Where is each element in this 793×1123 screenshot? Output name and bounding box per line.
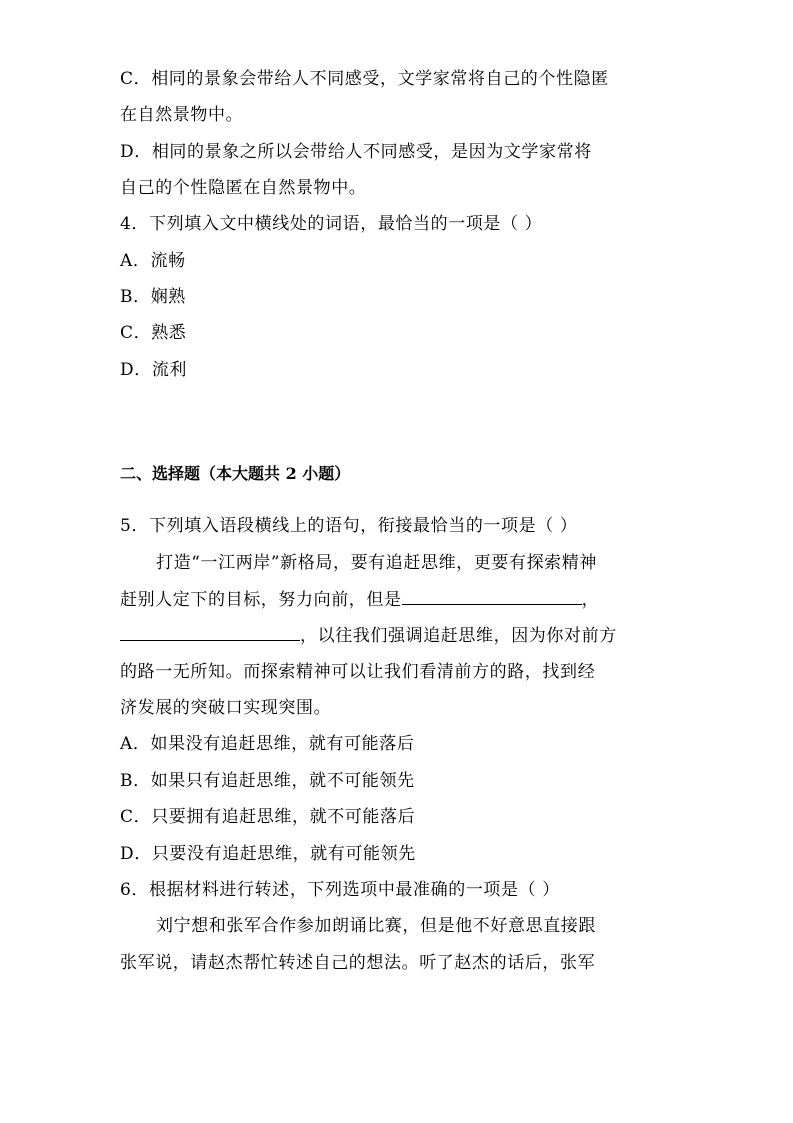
- q3-option-d-line2: 自己的个性隐匿在自然景物中。: [120, 178, 367, 198]
- q5-option-d: D．只要没有追赶思维，就有可能领先: [120, 844, 416, 864]
- q5-passage-line2: [120, 588, 599, 611]
- q3-option-c-line2: 在自然景物中。: [120, 105, 244, 125]
- q5-passage-line5: 济发展的突破口实现突围。: [120, 698, 332, 718]
- q6-passage-line2: 张军说，请赵杰帮忙转述自己的想法。听了赵杰的话后，张军: [120, 953, 596, 973]
- q3-option-c-line1: C．相同的景象会带给人不同感受，文学家常将自己的个性隐匿: [120, 69, 609, 89]
- q4-option-d: D．流利: [120, 360, 188, 380]
- q4-stem: 4．下列填入文中横线处的词语，最恰当的一项是（ ）: [120, 214, 543, 234]
- q6-passage-line1: 刘宁想和张军合作参加朗诵比赛，但是他不好意思直接跟: [156, 916, 596, 936]
- q5-stem: 5．下列填入语段横线上的语句，衔接最恰当的一项是（ ）: [120, 516, 578, 536]
- q3-option-d-line1: D．相同的景象之所以会带给人不同感受，是因为文学家常将: [120, 142, 592, 162]
- q4-option-c: C．熟悉: [120, 323, 187, 343]
- q5-passage-line4: 的路一无所知。而探索精神可以让我们看清前方的路，找到经: [120, 662, 596, 682]
- q5-option-c: C．只要拥有追赶思维，就不可能落后: [120, 807, 416, 827]
- q5-blank-1: [402, 588, 582, 605]
- q5-option-a: A．如果没有追赶思维，就有可能落后: [120, 734, 415, 754]
- q6-stem: 6．根据材料进行转述，下列选项中最准确的一项是（ ）: [120, 880, 560, 900]
- q5-passage-line2-end: ，: [581, 590, 600, 610]
- q5-passage-line3: [120, 624, 617, 647]
- q5-passage-line3-text: ，以往我们强调追赶思维，因为你对前方: [300, 626, 617, 646]
- q5-option-b: B．如果只有追赶思维，就不可能领先: [120, 771, 415, 791]
- section2-title: 二、选择题（本大题共 2 小题）: [120, 464, 351, 483]
- q4-option-b: B．娴熟: [120, 287, 186, 307]
- q5-passage-line2-text: 赶别人定下的目标，努力向前，但是: [120, 590, 402, 610]
- q4-option-a: A．流畅: [120, 251, 186, 271]
- q5-blank-2: [120, 624, 300, 641]
- q5-passage-line1: 打造“一江两岸”新格局，要有追赶思维，更要有探索精神: [156, 553, 597, 573]
